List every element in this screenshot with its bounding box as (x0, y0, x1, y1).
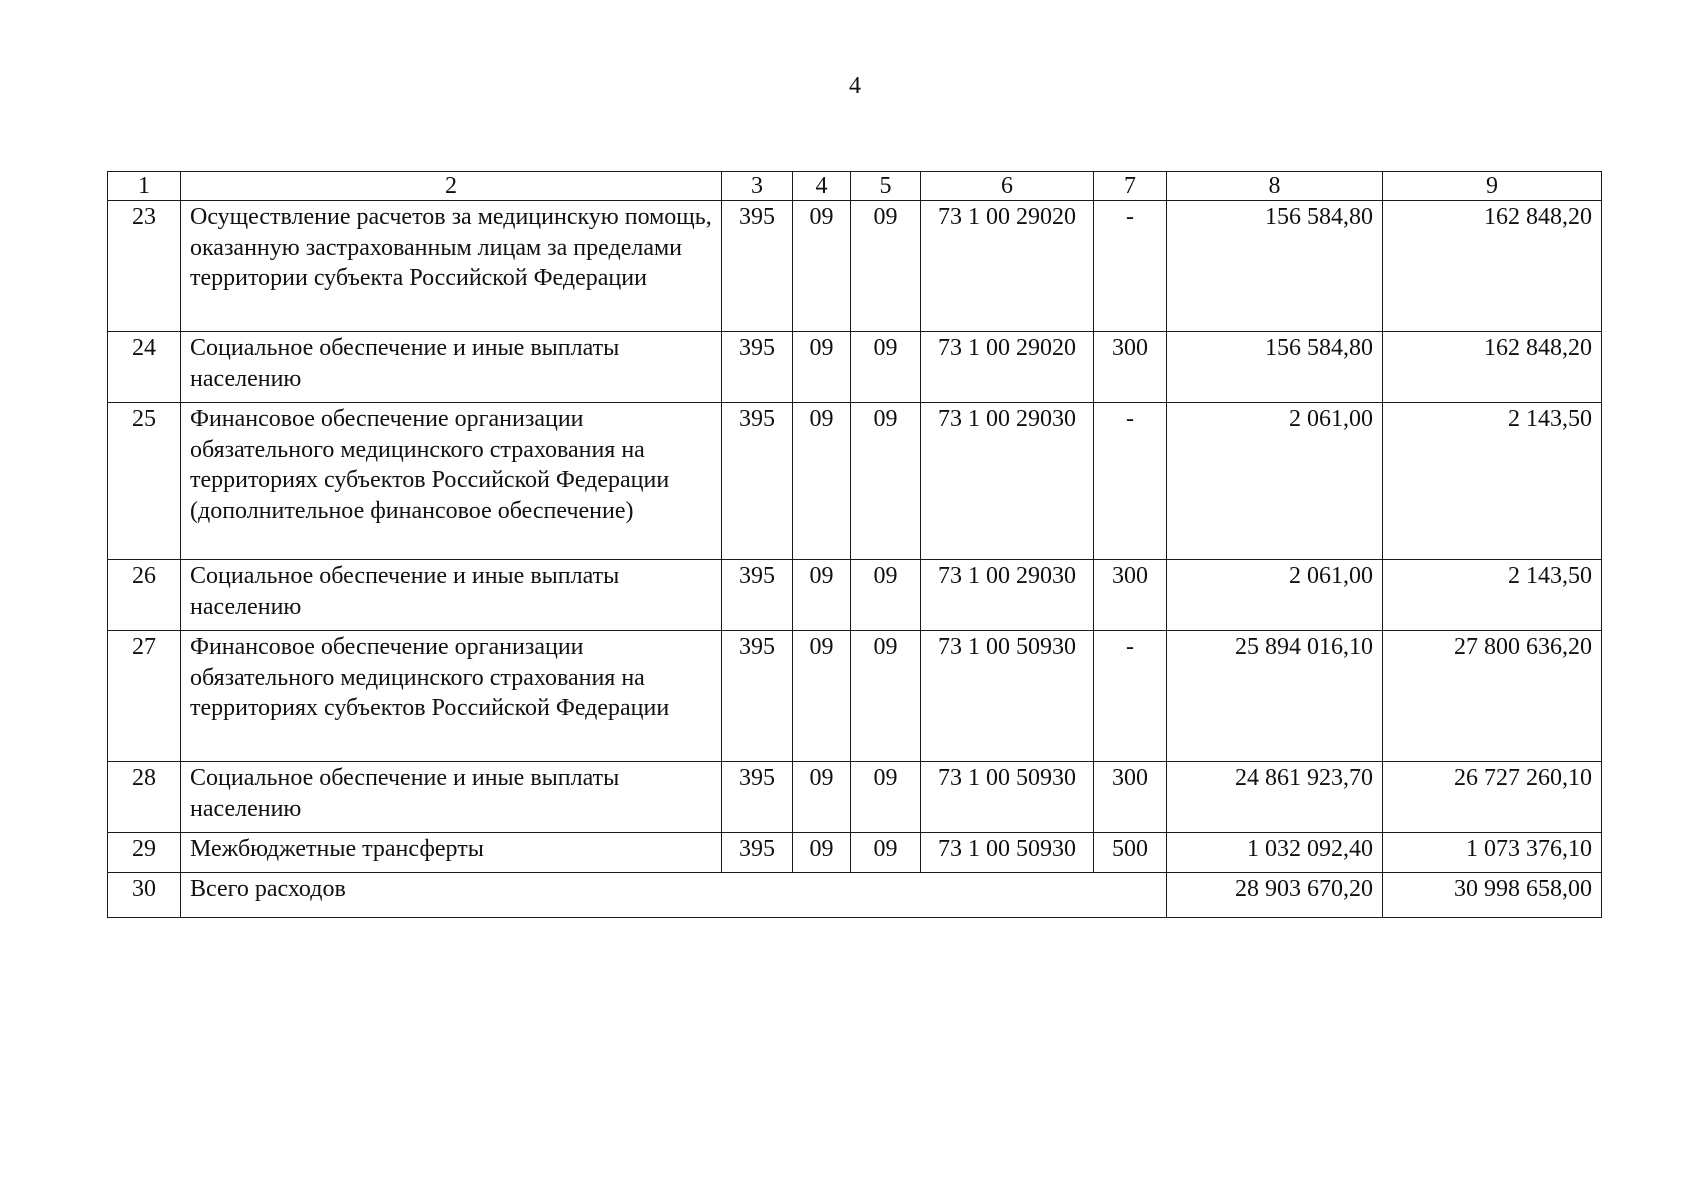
amount-cell: 162 848,20 (1383, 332, 1602, 403)
section-cell: 09 (793, 631, 851, 762)
total-label-cell: Всего расходов (181, 873, 1167, 918)
amount-cell: 2 143,50 (1383, 560, 1602, 631)
expense-name-cell: Социальное обеспечение и иные выплаты населению (181, 332, 722, 403)
header-cell: 6 (921, 172, 1094, 201)
subsection-cell: 09 (851, 560, 921, 631)
amount-cell: 27 800 636,20 (1383, 631, 1602, 762)
header-cell: 7 (1094, 172, 1167, 201)
section-cell: 09 (793, 560, 851, 631)
target-article-cell: 73 1 00 29020 (921, 332, 1094, 403)
subsection-cell: 09 (851, 201, 921, 332)
expense-type-cell: 300 (1094, 332, 1167, 403)
row-number-cell: 25 (108, 403, 181, 560)
table-row (108, 560, 1602, 631)
amount-cell: 162 848,20 (1383, 201, 1602, 332)
header-cell: 8 (1167, 172, 1383, 201)
expense-name-cell: Межбюджетные трансферты (181, 833, 722, 873)
target-article-cell: 73 1 00 50930 (921, 833, 1094, 873)
table-row (108, 631, 1602, 762)
section-cell: 09 (793, 403, 851, 560)
row-number-cell: 28 (108, 762, 181, 833)
table-row (108, 332, 1602, 403)
target-article-cell: 73 1 00 50930 (921, 631, 1094, 762)
amount-cell: 1 073 376,10 (1383, 833, 1602, 873)
code-cell: 395 (722, 762, 793, 833)
row-number-cell: 23 (108, 201, 181, 332)
amount-cell: 156 584,80 (1167, 332, 1383, 403)
code-cell: 395 (722, 332, 793, 403)
subsection-cell: 09 (851, 403, 921, 560)
subsection-cell: 09 (851, 631, 921, 762)
expense-type-cell: - (1094, 631, 1167, 762)
row-number-cell: 26 (108, 560, 181, 631)
header-cell: 4 (793, 172, 851, 201)
target-article-cell: 73 1 00 50930 (921, 762, 1094, 833)
total-row (108, 873, 1602, 918)
expense-type-cell: - (1094, 201, 1167, 332)
row-number-cell: 24 (108, 332, 181, 403)
section-cell: 09 (793, 762, 851, 833)
subsection-cell: 09 (851, 833, 921, 873)
code-cell: 395 (722, 631, 793, 762)
code-cell: 395 (722, 833, 793, 873)
section-cell: 09 (793, 201, 851, 332)
amount-cell: 1 032 092,40 (1167, 833, 1383, 873)
header-cell: 1 (108, 172, 181, 201)
amount-cell: 156 584,80 (1167, 201, 1383, 332)
expense-name-cell: Социальное обеспечение и иные выплаты населению (181, 762, 722, 833)
amount-cell: 2 061,00 (1167, 403, 1383, 560)
expense-name-cell: Финансовое обеспечение организации обязательного медицинского страхования на территориях субъектов Российской Федерации (181, 631, 722, 762)
subsection-cell: 09 (851, 762, 921, 833)
section-cell: 09 (793, 332, 851, 403)
amount-cell: 24 861 923,70 (1167, 762, 1383, 833)
total-amount-cell: 30 998 658,00 (1383, 873, 1602, 918)
expense-type-cell: - (1094, 403, 1167, 560)
budget-table (107, 171, 1602, 918)
amount-cell: 2 061,00 (1167, 560, 1383, 631)
expense-name-cell: Социальное обеспечение и иные выплаты населению (181, 560, 722, 631)
expense-type-cell: 300 (1094, 560, 1167, 631)
target-article-cell: 73 1 00 29030 (921, 560, 1094, 631)
table-row (108, 762, 1602, 833)
amount-cell: 25 894 016,10 (1167, 631, 1383, 762)
page-number: 4 (849, 73, 861, 99)
header-cell: 5 (851, 172, 921, 201)
code-cell: 395 (722, 560, 793, 631)
row-number-cell: 27 (108, 631, 181, 762)
table-row (108, 201, 1602, 332)
header-cell: 2 (181, 172, 722, 201)
total-amount-cell: 28 903 670,20 (1167, 873, 1383, 918)
amount-cell: 26 727 260,10 (1383, 762, 1602, 833)
table-row (108, 833, 1602, 873)
table-row (108, 403, 1602, 560)
subsection-cell: 09 (851, 332, 921, 403)
code-cell: 395 (722, 403, 793, 560)
header-cell: 3 (722, 172, 793, 201)
expense-name-cell: Финансовое обеспечение организации обязательного медицинского страхования на территориях субъектов Российской Федерации (дополнительное финансовое обеспечение) (181, 403, 722, 560)
expense-name-cell: Осуществление расчетов за медицинскую помощь, оказанную застрахованным лицам за пределами территории субъекта Российской Федерации (181, 201, 722, 332)
column-number-header-row (108, 172, 1602, 201)
code-cell: 395 (722, 201, 793, 332)
row-number-cell: 29 (108, 833, 181, 873)
amount-cell: 2 143,50 (1383, 403, 1602, 560)
target-article-cell: 73 1 00 29030 (921, 403, 1094, 560)
row-number-cell: 30 (108, 873, 181, 918)
section-cell: 09 (793, 833, 851, 873)
expense-type-cell: 300 (1094, 762, 1167, 833)
expense-type-cell: 500 (1094, 833, 1167, 873)
target-article-cell: 73 1 00 29020 (921, 201, 1094, 332)
header-cell: 9 (1383, 172, 1602, 201)
